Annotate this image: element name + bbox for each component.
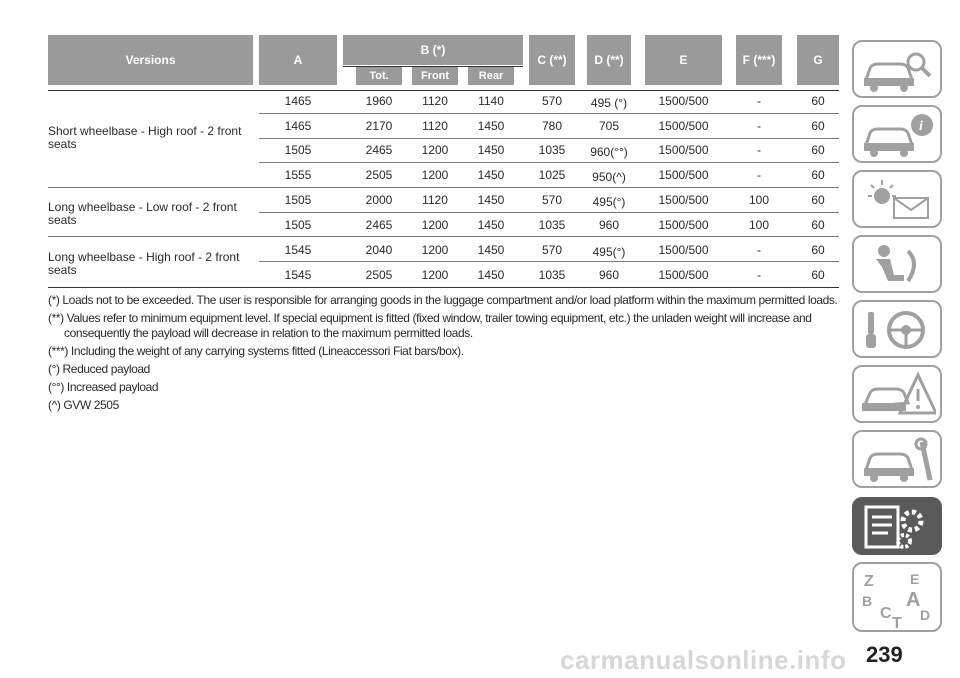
tab-getting-to-know[interactable] <box>852 40 942 98</box>
tab-maintenance[interactable] <box>852 430 942 488</box>
cell-d: 705 <box>598 119 620 133</box>
cell-c: 1025 <box>538 168 566 182</box>
svg-text:T: T <box>892 615 902 630</box>
tab-emergency[interactable] <box>852 365 942 423</box>
page-number: 239 <box>866 642 903 667</box>
cell-c: 570 <box>541 243 563 257</box>
row-divider <box>48 90 839 91</box>
cell-c: 570 <box>541 193 563 207</box>
cell-a: 1505 <box>284 193 312 207</box>
row-divider <box>259 261 839 262</box>
header-a: A <box>259 35 337 85</box>
tab-safety[interactable] <box>852 235 942 293</box>
version-label-long-low: Long wheelbase - Low roof - 2 front seats <box>48 200 237 227</box>
header-b-front: Front <box>412 67 458 85</box>
cell-a: 1545 <box>284 268 312 282</box>
cell-b-tot: 2465 <box>365 218 393 232</box>
index-letters-icon <box>860 568 936 630</box>
steering-wheel-key-icon <box>860 306 936 354</box>
cell-a: 1465 <box>284 94 312 108</box>
cell-f: 100 <box>748 193 770 207</box>
warning-lights-icon <box>860 176 936 224</box>
cell-e: 1500/500 <box>658 168 709 182</box>
svg-text:Z: Z <box>864 573 874 590</box>
cell-b-tot: 2465 <box>365 143 393 157</box>
cell-b-front: 1200 <box>421 168 449 182</box>
cell-b-front: 1200 <box>421 143 449 157</box>
cell-b-rear: 1450 <box>477 143 505 157</box>
cell-f: - <box>757 268 761 282</box>
cell-f: - <box>757 168 761 182</box>
tab-index[interactable] <box>852 562 942 632</box>
version-label-short-high: Short wheelbase - High roof - 2 front seats <box>48 124 242 151</box>
cell-a: 1465 <box>284 119 312 133</box>
group-divider <box>48 236 839 237</box>
cell-b-rear: 1450 <box>477 119 505 133</box>
cell-b-tot: 2505 <box>365 168 393 182</box>
tab-knowing-dashboard[interactable] <box>852 105 942 163</box>
cell-c: 570 <box>541 94 563 108</box>
footnote-increased-payload: (°°) Increased payload <box>48 380 159 394</box>
header-g: G <box>797 35 839 85</box>
footnote-carrying-systems: (***) Including the weight of any carrying systems fitted (Lineaccessori Fiat bars/box). <box>48 344 464 358</box>
cell-g: 60 <box>811 143 825 157</box>
cell-b-rear: 1450 <box>477 193 505 207</box>
cell-b-front: 1120 <box>422 119 448 133</box>
cell-a: 1505 <box>284 218 312 232</box>
cell-d: 960 <box>598 218 620 232</box>
cell-g: 60 <box>811 94 825 108</box>
svg-text:i: i <box>919 119 923 134</box>
header-b: B (*) <box>343 35 523 65</box>
footnote-equipment: (**) Values refer to minimum equipment level. If special equipment is fitted (fixed window, trailer towing equipment, etc.) the unladen weight will increase and consequently the payload will decrease in relation to the maximum permitted loads. <box>48 311 812 340</box>
cell-b-front: 1200 <box>421 268 449 282</box>
cell-g: 60 <box>811 218 825 232</box>
row-divider <box>259 113 839 114</box>
cell-g: 60 <box>811 243 825 257</box>
header-c: C (**) <box>529 35 575 85</box>
cell-b-tot: 2170 <box>365 119 393 133</box>
cell-b-front: 1120 <box>422 94 448 108</box>
cell-c: 1035 <box>538 218 566 232</box>
svg-text:A: A <box>906 589 921 611</box>
header-b-tot: Tot. <box>356 67 402 85</box>
cell-e: 1500/500 <box>658 243 709 257</box>
cell-f: - <box>757 94 761 108</box>
cell-e: 1500/500 <box>658 218 709 232</box>
watermark: carmanualsonline.info <box>560 645 847 675</box>
cell-b-rear: 1140 <box>478 94 504 108</box>
cell-d: 950(^) <box>592 170 626 184</box>
cell-b-tot: 1960 <box>365 94 393 108</box>
cell-d: 495 (°) <box>590 96 628 110</box>
row-divider <box>259 162 839 163</box>
row-divider <box>259 138 839 139</box>
tab-warning-lights[interactable] <box>852 170 942 228</box>
cell-a: 1505 <box>284 143 312 157</box>
cell-c: 1035 <box>538 268 566 282</box>
cell-b-tot: 2040 <box>365 243 393 257</box>
cell-g: 60 <box>811 119 825 133</box>
cell-e: 1500/500 <box>658 193 709 207</box>
cell-f: - <box>757 119 761 133</box>
cell-e: 1500/500 <box>658 143 709 157</box>
cell-b-rear: 1450 <box>477 243 505 257</box>
car-search-icon <box>860 46 936 94</box>
table-bottom <box>48 287 839 288</box>
specs-gear-icon <box>860 503 936 551</box>
tab-starting-driving[interactable] <box>852 300 942 358</box>
svg-text:E: E <box>910 571 920 587</box>
svg-text:B: B <box>862 593 873 609</box>
header-versions: Versions <box>48 35 253 85</box>
header-b-rear: Rear <box>468 67 514 85</box>
cell-d: 960 <box>598 268 620 282</box>
cell-g: 60 <box>811 193 825 207</box>
header-d: D (**) <box>587 35 631 85</box>
cell-b-rear: 1450 <box>477 268 505 282</box>
footnote-reduced-payload: (°) Reduced payload <box>48 362 150 376</box>
footnote-loads: (*) Loads not to be exceeded. The user is responsible for arranging goods in the luggage compartment and/or load platform within the maximum permitted loads. <box>48 293 838 307</box>
cell-b-tot: 2000 <box>365 193 393 207</box>
cell-e: 1500/500 <box>658 94 709 108</box>
group-divider <box>48 187 839 188</box>
tab-technical-specifications[interactable] <box>852 497 942 555</box>
header-f: F (***) <box>736 35 782 85</box>
car-warning-triangle-icon <box>860 371 936 419</box>
cell-b-front: 1120 <box>422 193 448 207</box>
cell-a: 1545 <box>284 243 312 257</box>
car-info-icon <box>860 111 936 159</box>
cell-b-front: 1200 <box>421 243 449 257</box>
cell-b-rear: 1450 <box>477 168 505 182</box>
cell-f: 100 <box>748 218 770 232</box>
cell-f: - <box>757 243 761 257</box>
cell-b-tot: 2505 <box>365 268 393 282</box>
cell-f: - <box>757 143 761 157</box>
cell-d: 495(°) <box>592 195 626 209</box>
cell-c: 1035 <box>538 143 566 157</box>
cell-g: 60 <box>811 268 825 282</box>
svg-text:D: D <box>920 607 931 623</box>
svg-text:C: C <box>880 605 892 622</box>
cell-c: 780 <box>541 119 563 133</box>
car-maintenance-icon <box>860 436 936 484</box>
row-divider <box>259 212 839 213</box>
cell-b-front: 1200 <box>421 218 449 232</box>
seat-safety-icon <box>860 241 936 289</box>
cell-b-rear: 1450 <box>477 218 505 232</box>
cell-e: 1500/500 <box>658 268 709 282</box>
version-label-long-high: Long wheelbase - High roof - 2 front seats <box>48 250 240 277</box>
cell-d: 960(°°) <box>590 145 628 159</box>
footnote-gvw: (^) GVW 2505 <box>48 398 119 412</box>
cell-d: 495(°) <box>592 245 626 259</box>
cell-a: 1555 <box>284 168 312 182</box>
header-e: E <box>645 35 722 85</box>
cell-g: 60 <box>811 168 825 182</box>
cell-e: 1500/500 <box>658 119 709 133</box>
